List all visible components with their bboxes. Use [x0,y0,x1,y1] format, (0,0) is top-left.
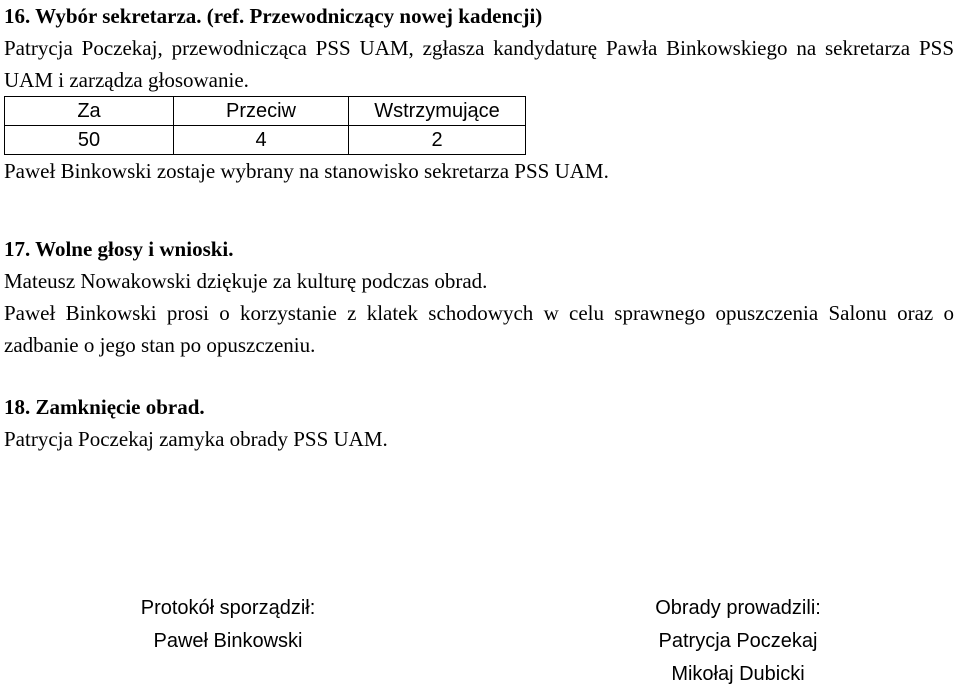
signature-left-label: Protokół sporządził: [140,597,316,619]
signature-right-name-1: Patrycja Poczekaj [658,630,818,652]
section-16-result: Paweł Binkowski zostaje wybrany na stanowisko sekretarza PSS UAM. [4,159,609,183]
vote-header-for: Za [5,97,174,126]
vote-table-values-row [5,126,526,155]
section-17-heading: 17. Wolne głosy i wnioski. [4,237,234,261]
signature-right [588,592,888,691]
signature-left [78,592,378,658]
section-18-line-1: Patrycja Poczekaj zamyka obrady PSS UAM. [4,427,388,451]
document-page [4,0,954,455]
vote-value-for: 50 [5,126,174,155]
signature-right-label: Obrady prowadzili: [655,597,821,619]
vote-table [4,96,526,155]
spacer [4,187,954,233]
section-18-heading: 18. Zamknięcie obrad. [4,395,205,419]
section-16-intro: Patrycja Poczekaj, przewodnicząca PSS UAM, zgłasza kandydaturę Pawła Binkowskiego na sekretarza PSS UAM i zarządza głosowanie. [4,36,954,92]
section-17-line-2: Paweł Binkowski prosi o korzystanie z klatek schodowych w celu sprawnego opuszczenia Salonu oraz o zadbanie o jego stan po opuszczeniu. [4,301,954,357]
section-16-heading: 16. Wybór sekretarza. (ref. Przewodniczący nowej kadencji) [4,4,543,28]
vote-value-against: 4 [174,126,349,155]
signature-right-name-2: Mikołaj Dubicki [671,663,805,685]
vote-table-header-row [5,97,526,126]
vote-value-abstain: 2 [349,126,526,155]
spacer [4,361,954,391]
section-17-line-1: Mateusz Nowakowski dziękuje za kulturę podczas obrad. [4,269,488,293]
signature-left-name-1: Paweł Binkowski [153,630,303,652]
vote-header-abstain: Wstrzymujące [349,97,526,126]
vote-header-against: Przeciw [174,97,349,126]
